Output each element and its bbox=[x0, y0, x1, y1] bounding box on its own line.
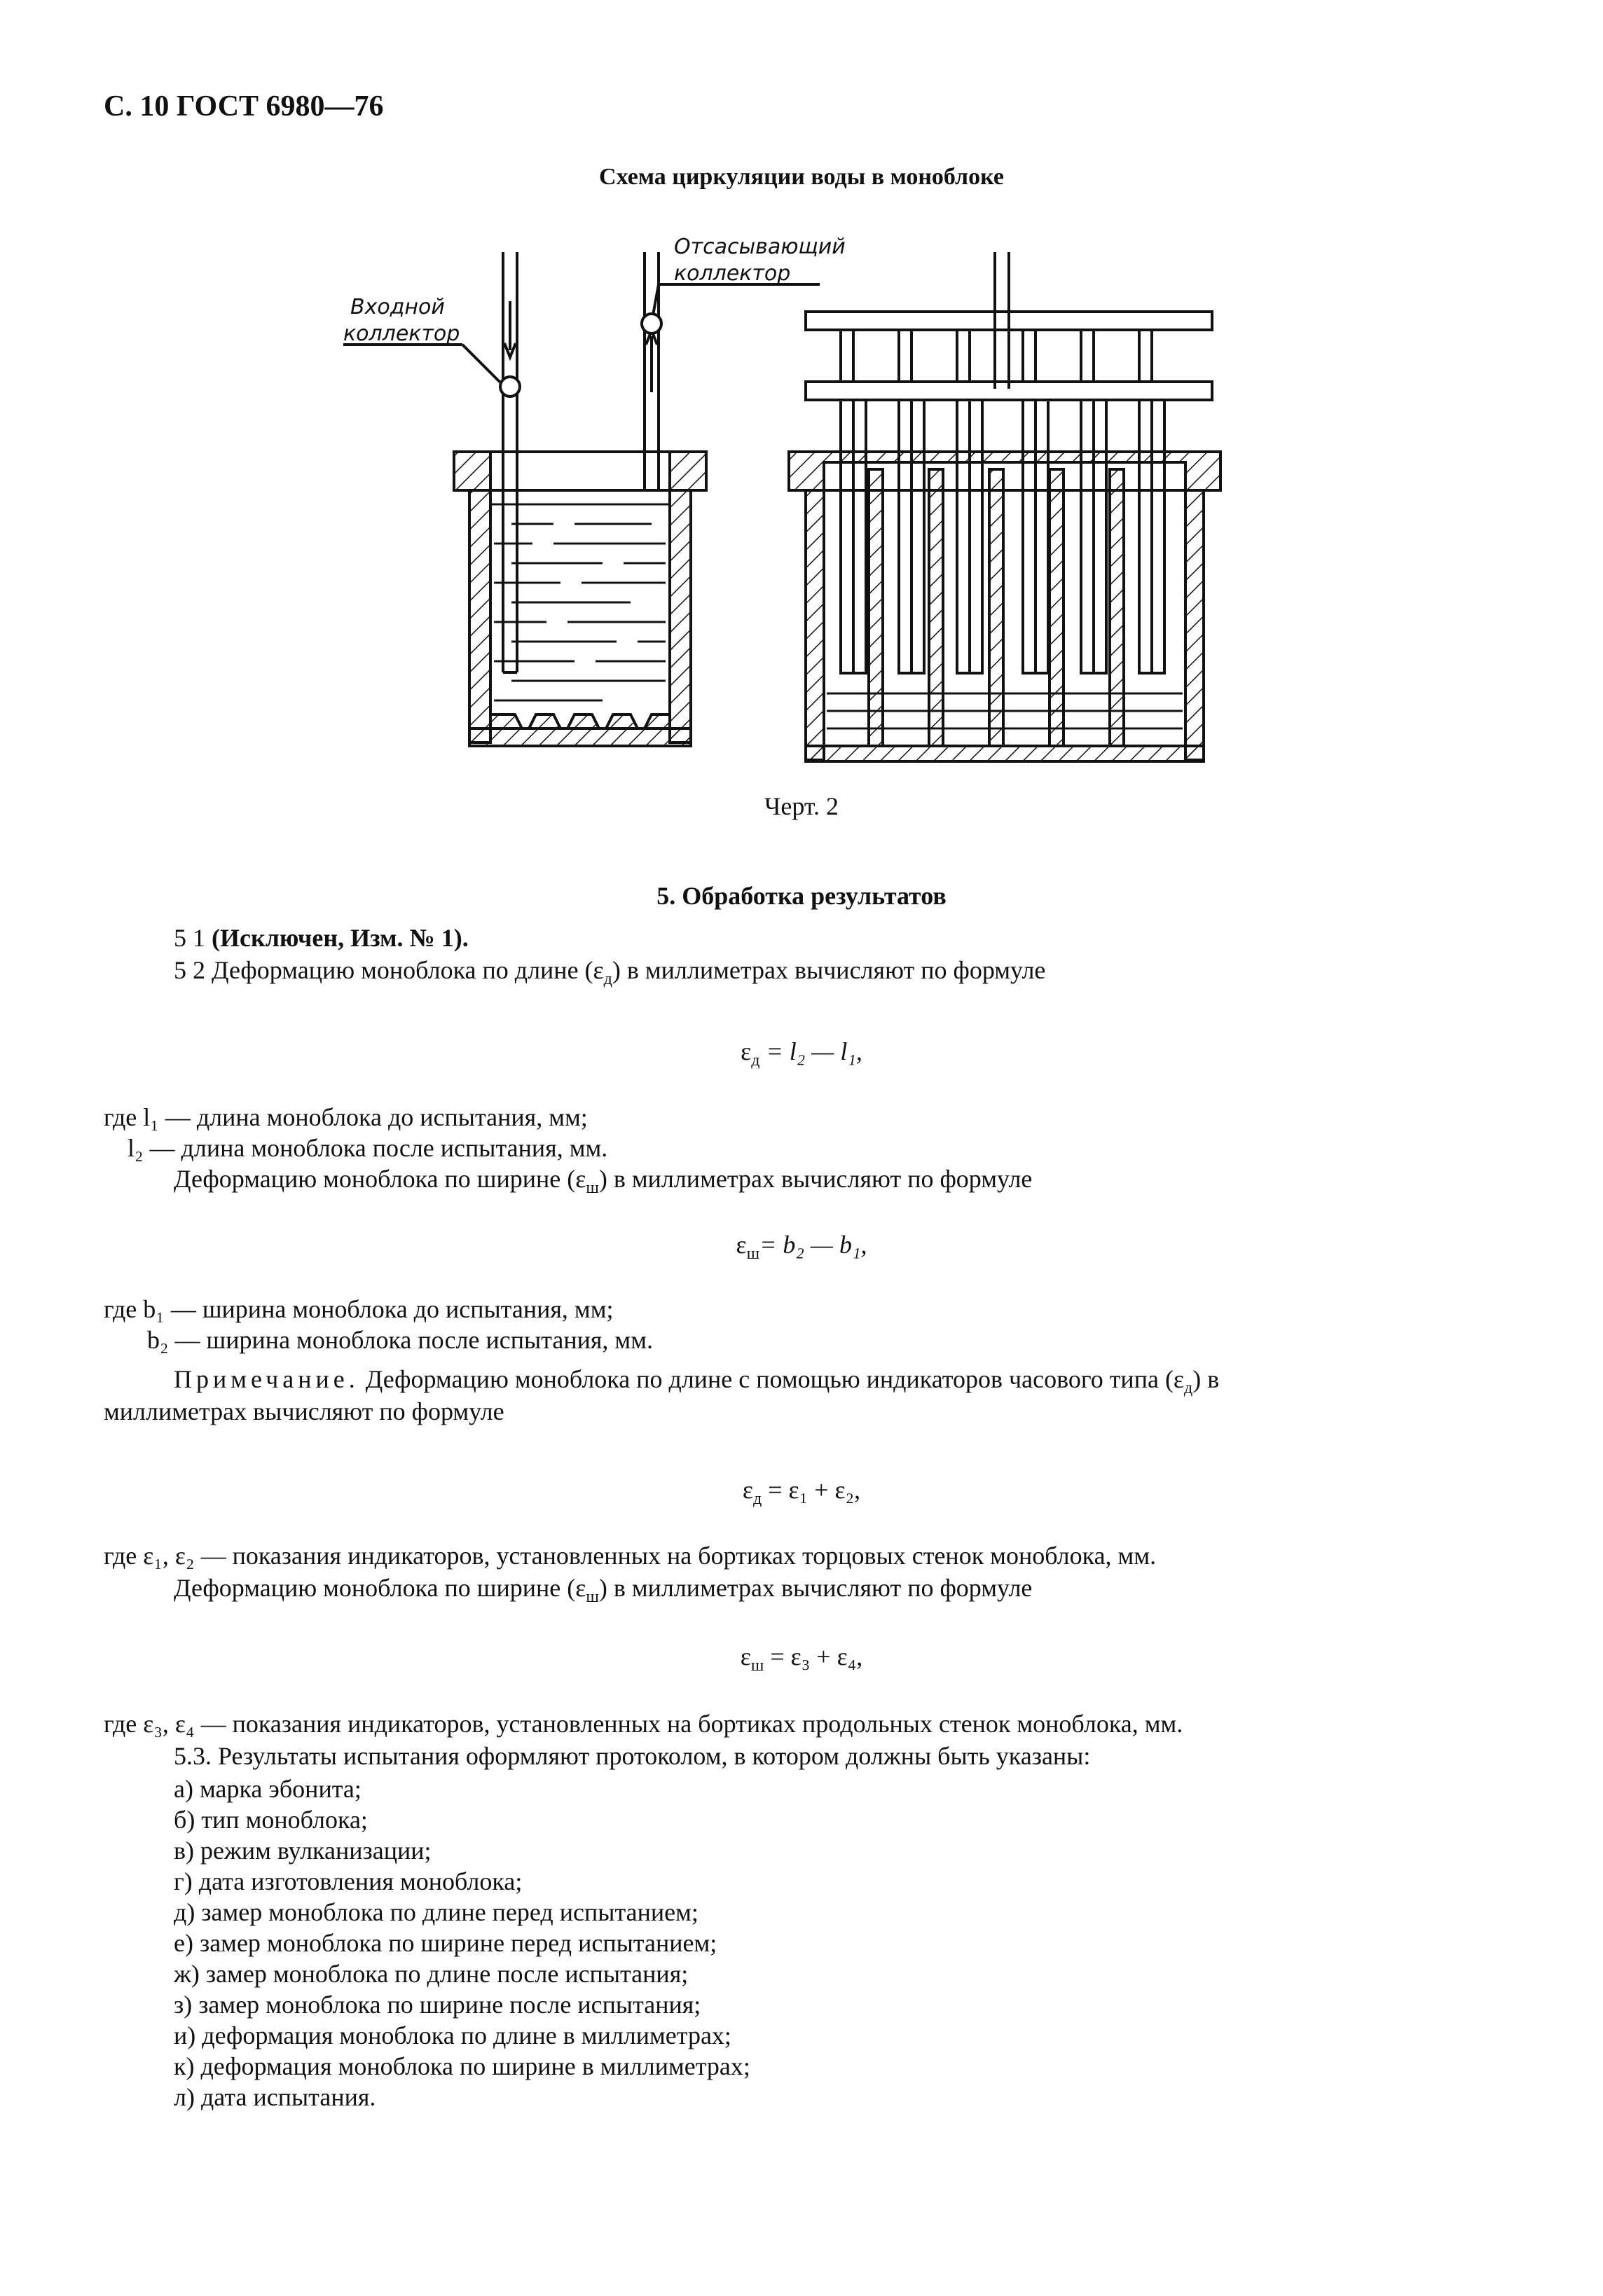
paragraph-5-3: 5.3. Результаты испытания оформляют протоколом, в котором должны быть указаны: bbox=[174, 1742, 1091, 1770]
note-sub: д bbox=[1184, 1379, 1193, 1398]
f3-sub: д bbox=[752, 1490, 762, 1509]
pw2-text: Деформацию моноблока по ширине (ε bbox=[174, 1574, 586, 1602]
paragraph-5-2 bbox=[174, 955, 1045, 989]
f1-lhs: ε bbox=[741, 1037, 752, 1065]
where-e3-e4: где ε₃, ε₄ — показания индикаторов, установленных на бортиках продольных стенок моноблока, мм. bbox=[104, 1710, 1183, 1738]
f2-rhs: = b₂ — b₁, bbox=[759, 1231, 867, 1259]
note-text: Деформацию моноблока по длине с помощью индикаторов часового типа (ε bbox=[359, 1365, 1185, 1393]
f2-lhs: ε bbox=[736, 1231, 747, 1259]
list-item: г) дата изготовления моноблока; bbox=[174, 1867, 523, 1895]
p52-text: 5 2 Деформацию моноблока по длине (ε bbox=[174, 956, 604, 984]
pw-text: Деформацию моноблока по ширине (ε bbox=[174, 1165, 586, 1193]
list-item: е) замер моноблока по ширине перед испытанием; bbox=[174, 1929, 717, 1957]
pw2-tail: ) в миллиметрах вычисляют по формуле bbox=[598, 1574, 1033, 1602]
pw-sub: ш bbox=[586, 1179, 599, 1198]
note-line-2: миллиметрах вычисляют по формуле bbox=[104, 1397, 504, 1425]
where-b2: b₂ — ширина моноблока после испытания, мм. bbox=[147, 1326, 653, 1354]
f3-rhs: = ε₁ + ε₂, bbox=[762, 1476, 861, 1504]
formula-length bbox=[0, 1037, 1603, 1070]
formula-indicators-width bbox=[0, 1642, 1603, 1675]
paragraph-5-1 bbox=[174, 923, 469, 953]
list-item: л) дата испытания. bbox=[174, 2083, 376, 2111]
f4-lhs: ε bbox=[740, 1643, 751, 1671]
protocol-list bbox=[174, 1773, 750, 2112]
f1-rhs: = l₂ — l₁, bbox=[759, 1037, 862, 1065]
where-l2: l₂ — длина моноблока после испытания, мм. bbox=[128, 1134, 608, 1162]
formula-width bbox=[0, 1230, 1603, 1264]
list-item: в) режим вулканизации; bbox=[174, 1837, 432, 1865]
figure-caption: Черт. 2 bbox=[764, 792, 839, 820]
note-tail: ) в bbox=[1192, 1365, 1220, 1393]
page-header: С. 10 ГОСТ 6980—76 bbox=[104, 90, 384, 123]
where-b1: где b₁ — ширина моноблока до испытания, мм; bbox=[104, 1295, 614, 1323]
p52-tail: ) в миллиметрах вычисляют по формуле bbox=[612, 956, 1046, 984]
pw-tail: ) в миллиметрах вычисляют по формуле bbox=[598, 1165, 1033, 1193]
multi-cell-monoblock bbox=[789, 252, 1220, 761]
list-item: ж) замер моноблока по длине после испытания; bbox=[174, 1960, 689, 1988]
formula-indicators-length bbox=[0, 1475, 1603, 1509]
f4-rhs: = ε₃ + ε₄, bbox=[764, 1643, 863, 1671]
p52-sub: д bbox=[603, 970, 612, 989]
where-e1-e2: где ε₁, ε₂ — показания индикаторов, установленных на бортиках торцовых стенок моноблока, мм. bbox=[104, 1542, 1157, 1570]
list-item: а) марка эбонита; bbox=[174, 1775, 362, 1803]
list-item: з) замер моноблока по ширине после испытания; bbox=[174, 1991, 701, 2019]
where-l1: где l₁ — длина моноблока до испытания, мм; bbox=[104, 1103, 588, 1131]
inlet-collector-label-1: Входной bbox=[350, 295, 445, 319]
p51-number: 5 1 bbox=[174, 924, 205, 952]
inlet-collector-label-2: коллектор bbox=[343, 321, 460, 346]
list-item: и) деформация моноблока по длине в миллиметрах; bbox=[174, 2021, 731, 2049]
f3-lhs: ε bbox=[742, 1476, 753, 1504]
paragraph-width-2 bbox=[174, 1573, 1032, 1607]
list-item: б) тип моноблока; bbox=[174, 1806, 368, 1834]
section-title: 5. Обработка результатов bbox=[656, 882, 947, 910]
note-label: Примечание. bbox=[174, 1365, 359, 1393]
note-line-1 bbox=[174, 1364, 1219, 1398]
figure-title: Схема циркуляции воды в моноблоке bbox=[599, 164, 1004, 190]
suction-collector-label-1: Отсасывающий bbox=[674, 235, 846, 259]
f4-sub: ш bbox=[750, 1657, 764, 1675]
paragraph-width bbox=[174, 1164, 1032, 1198]
p51-text: (Исключен, Изм. № 1). bbox=[212, 924, 469, 952]
f2-sub: ш bbox=[746, 1245, 760, 1264]
list-item: к) деформация моноблока по ширине в миллиметрах; bbox=[174, 2052, 750, 2080]
water-circulation-diagram bbox=[0, 0, 1603, 784]
f1-sub: д bbox=[751, 1051, 760, 1070]
pw2-sub: ш bbox=[586, 1588, 599, 1607]
suction-collector-label-2: коллектор bbox=[674, 261, 791, 286]
list-item: д) замер моноблока по длине перед испытанием; bbox=[174, 1898, 699, 1926]
